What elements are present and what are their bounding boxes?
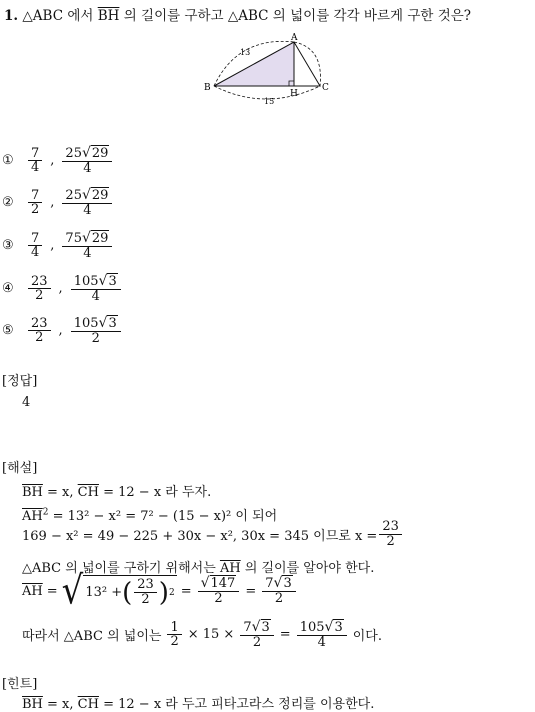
label-13: 13 (240, 48, 251, 57)
option-1[interactable]: ① $\frac{7}{4}$ , $\frac{25√29}{4}$ (2, 146, 114, 175)
option-4[interactable]: ④ $\frac{23}{2}$ , $\frac{105√3}{4}$ (2, 274, 123, 303)
hint-heading: [힌트] (2, 677, 38, 692)
explanation-line-2: $\overline{AH}^2 = 13^2 - x^2 = 7^2 - (15 - x)^2$ 이 되어 (22, 507, 278, 524)
explanation-line-6: 따라서 △ABC 의 넓이는 $\frac{1}{2}$ × 15 × $\frac{7√3}{2}$ = $\frac{105√3}{4}$ 이다. (22, 619, 382, 650)
explanation-heading: [해설] (2, 461, 38, 476)
explanation-line-3: 169 − x² = 49 − 225 + 30x − x², 30x = 345 이므로 x = $\frac{23}{2}$ (22, 520, 404, 548)
segment-bh: $\overline{BH}$ (97, 8, 120, 24)
option-marker: ③ (2, 238, 14, 254)
label-b: B (204, 83, 211, 93)
option-marker: ① (2, 153, 14, 169)
option-3[interactable]: ③ $\frac{7}{4}$ , $\frac{75√29}{4}$ (2, 231, 114, 260)
question-number: 1. (4, 8, 19, 24)
option-marker: ⑤ (2, 323, 14, 339)
option-marker: ② (2, 195, 14, 211)
answer-value: 4 (22, 395, 31, 410)
hint-line: $\overline{BH} = x$, $\overline{CH} = 12 - x$ 라 두고 피타고라스 정리를 이용한다. (22, 697, 375, 712)
answer-heading: [정답] (2, 374, 38, 389)
label-15: 15 (264, 97, 275, 106)
option-marker: ④ (2, 281, 14, 297)
explanation-line-5: $\overline{AH}$ = √ 13² + ( $\frac{23}{2}$ ) 2 = $\frac{√147}{2}$ = $\frac{7√3}{2}$ (22, 574, 298, 608)
label-a: A (291, 33, 298, 43)
label-c: C (322, 83, 329, 93)
label-h: H (290, 89, 298, 99)
option-2[interactable]: ② $\frac{7}{2}$ , $\frac{25√29}{4}$ (2, 188, 114, 217)
big-radical: √ 13² + ( $\frac{23}{2}$ ) 2 (61, 568, 175, 614)
explanation-line-4: △ABC 의 넓이를 구하기 위해서는 $\overline{AH}$ 의 길이를 알아야 한다. (22, 561, 375, 576)
triangle-figure (200, 30, 335, 110)
explanation-line-1: $\overline{BH} = x$, $\overline{CH} = 12 - x$ 라 두자. (22, 485, 212, 500)
option-5[interactable]: ⑤ $\frac{23}{2}$ , $\frac{105√3}{2}$ (2, 316, 123, 345)
question-text: 1. △ABC 에서 $\overline{BH}$ 의 길이를 구하고 △ABC 의 넓이를 각각 바르게 구한 것은? (4, 8, 472, 24)
